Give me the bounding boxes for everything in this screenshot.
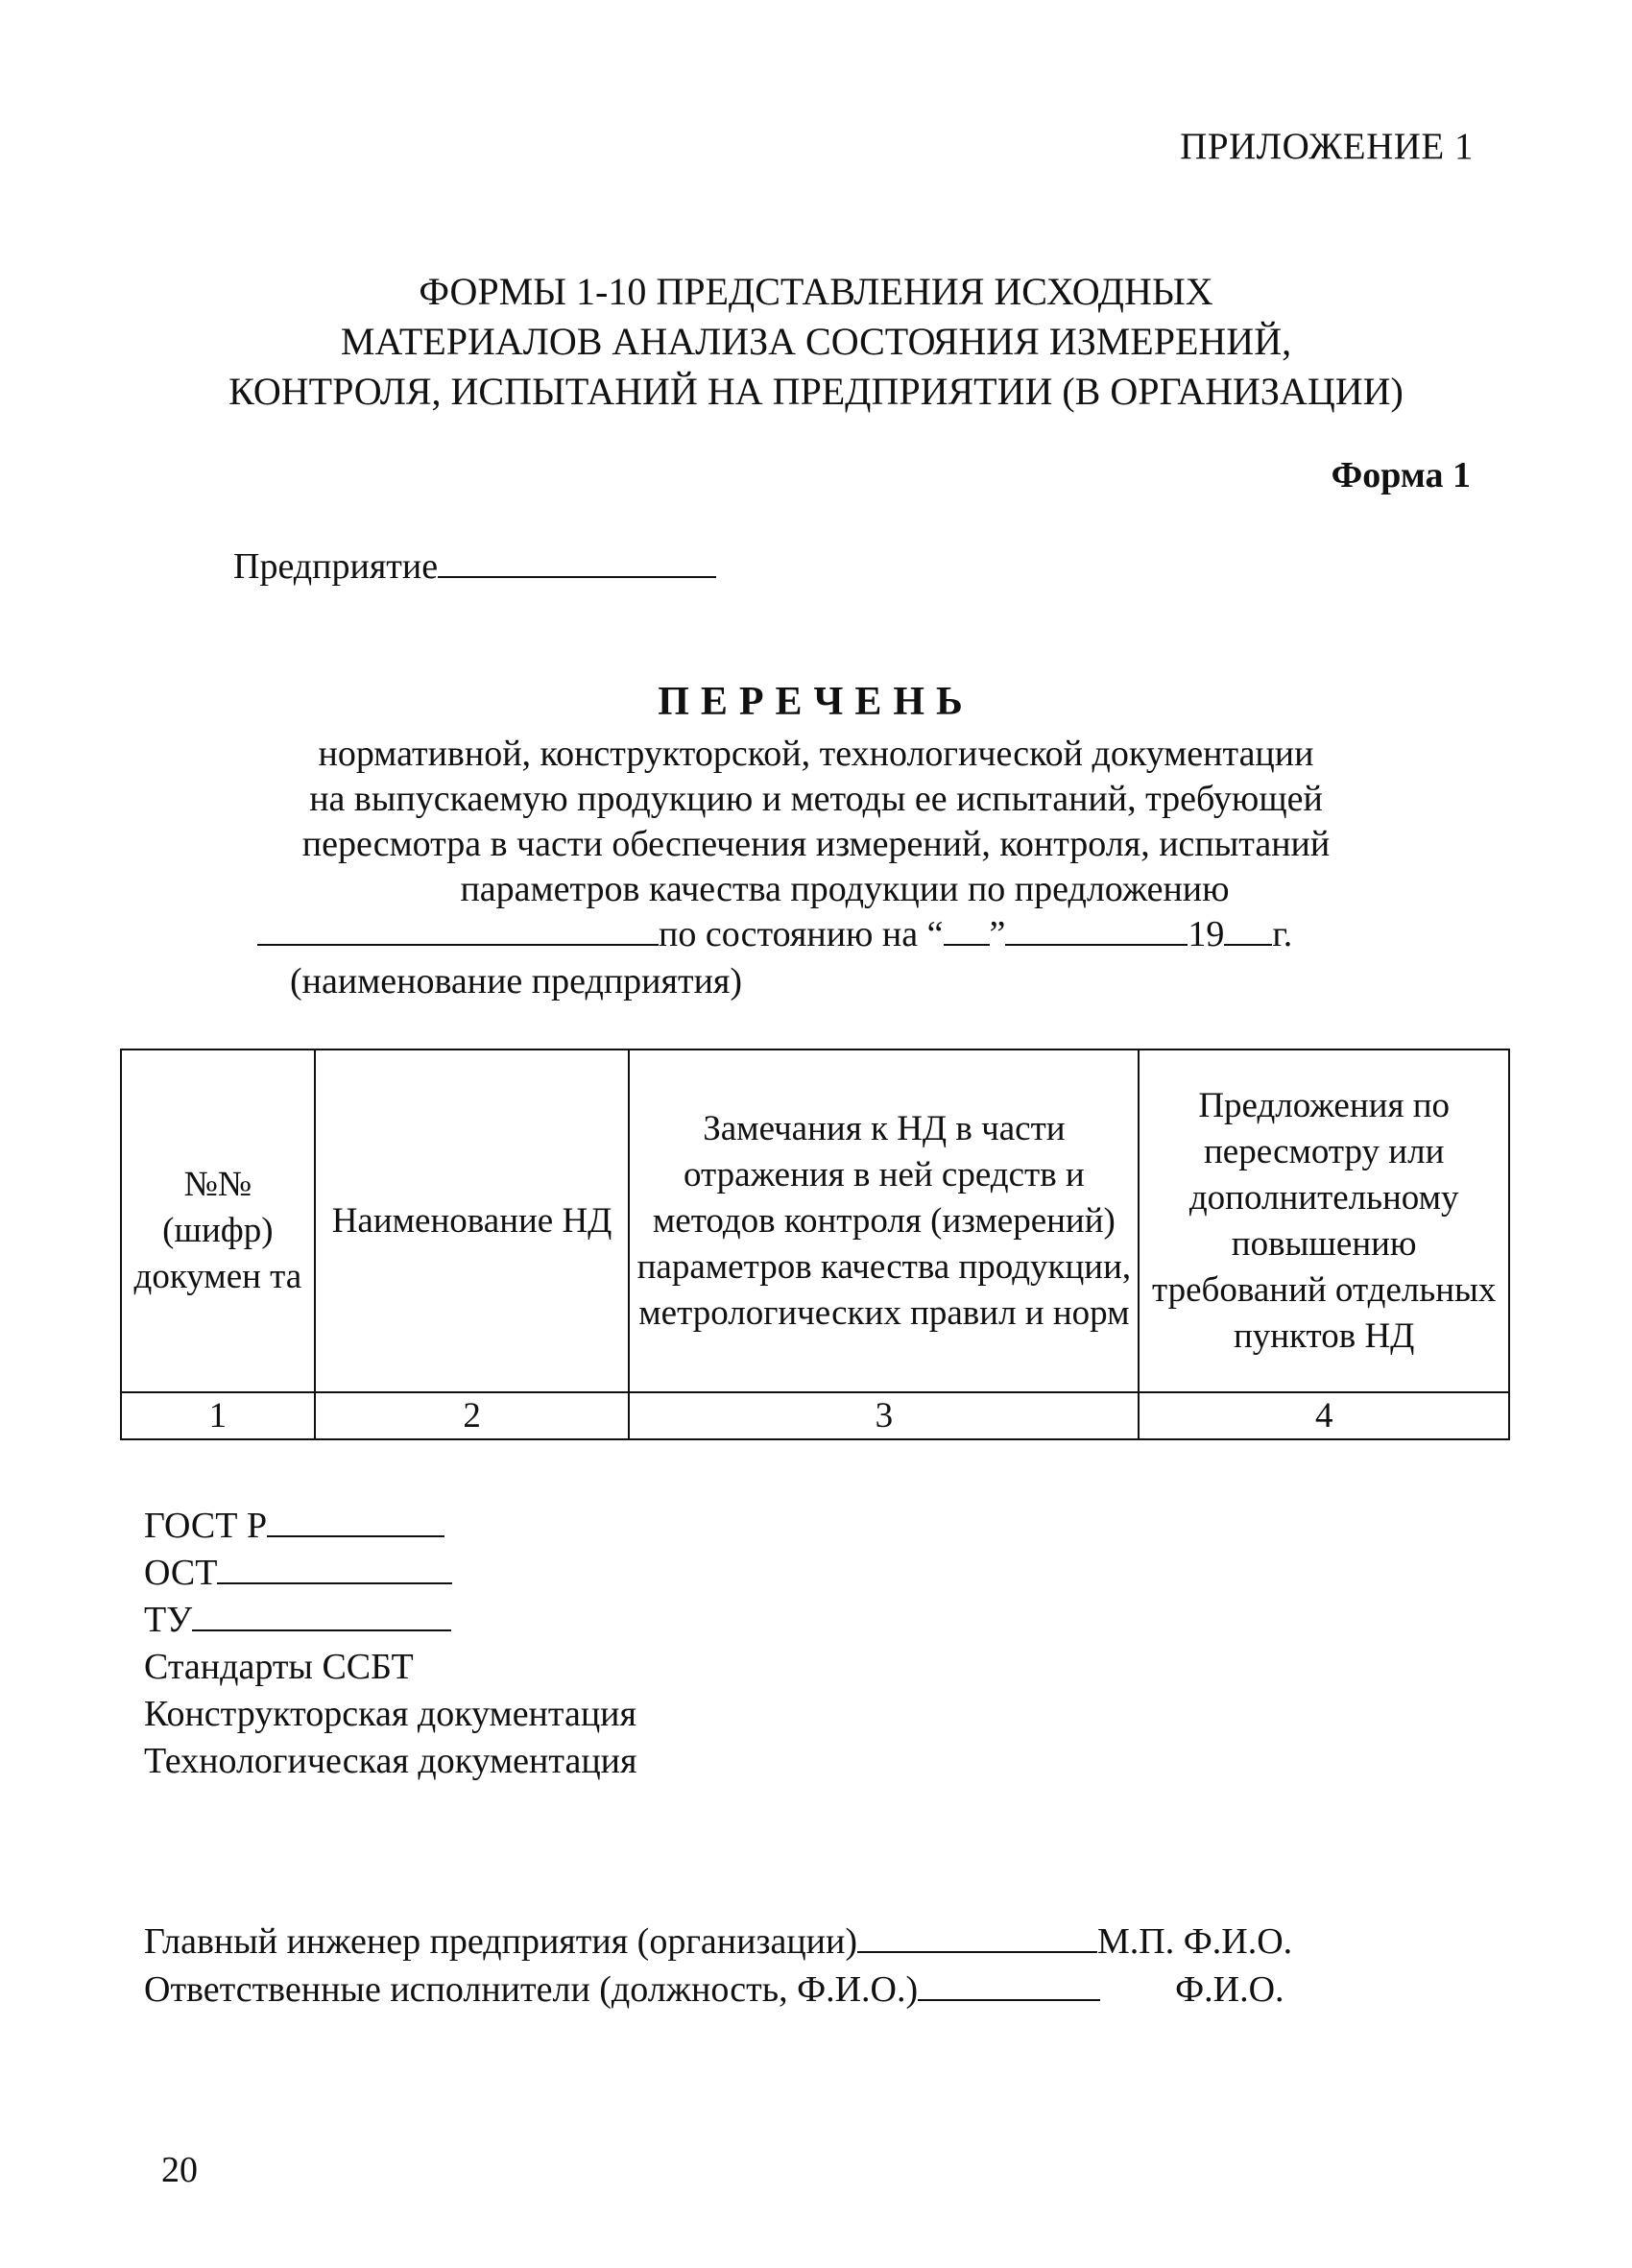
enterprise-field bbox=[233, 545, 716, 588]
year-prefix: 19 bbox=[1188, 914, 1225, 954]
list-item-gost bbox=[144, 1503, 636, 1550]
chief-engineer-label: Главный инженер предприятия (организации) bbox=[144, 1921, 858, 1962]
state-prefix: по состоянию на “ bbox=[659, 914, 944, 954]
document-type-list bbox=[144, 1503, 636, 1785]
title-line-3: КОНТРОЛЯ, ИСПЫТАНИЙ НА ПРЕДПРИЯТИИ (В ОРГАНИЗАЦИИ) bbox=[228, 370, 1404, 413]
document-title bbox=[0, 267, 1632, 417]
column-header-remarks: Замечания к НД в части отражения в ней средств и методов контроля (измерений) параметров качества продукции, метрологических правил и норм bbox=[629, 1050, 1139, 1392]
table-number-row bbox=[121, 1392, 1509, 1439]
responsible-blank[interactable] bbox=[918, 1998, 1100, 2001]
responsible-signature bbox=[144, 1968, 1284, 2011]
title-line-1: ФОРМЫ 1-10 ПРЕДСТАВЛЕНИЯ ИСХОДНЫХ bbox=[419, 270, 1213, 313]
page-number: 20 bbox=[161, 2150, 198, 2190]
month-blank[interactable] bbox=[1005, 943, 1188, 946]
tu-blank[interactable] bbox=[192, 1629, 451, 1631]
enterprise-label: Предприятие bbox=[233, 546, 439, 587]
day-blank[interactable] bbox=[944, 943, 990, 946]
enterprise-name-blank[interactable] bbox=[257, 943, 659, 946]
ost-label: ОСТ bbox=[144, 1553, 218, 1593]
subtitle-line-3: пересмотра в части обеспечения измерений, контроля, испытаний bbox=[301, 824, 1331, 864]
tu-label: ТУ bbox=[144, 1600, 193, 1640]
list-heading: ПЕРЕЧЕНЬ bbox=[658, 680, 974, 724]
column-header-proposals: Предложения по пересмотру или дополнительному повышению требований отдельных пунктов НД bbox=[1139, 1050, 1509, 1392]
responsible-label: Ответственные исполнители (должность, Ф.И.О.) bbox=[144, 1969, 919, 2010]
form-number: Форма 1 bbox=[1331, 455, 1471, 495]
fio-label: Ф.И.О. bbox=[1175, 1969, 1284, 2010]
subtitle-line-4: параметров качества продукции по предложению bbox=[460, 869, 1230, 909]
state-date-line bbox=[257, 913, 1292, 955]
list-item-ost bbox=[144, 1550, 636, 1597]
column-number-2: 2 bbox=[315, 1392, 630, 1439]
appendix-label: ПРИЛОЖЕНИЕ 1 bbox=[1180, 126, 1474, 167]
list-item-design: Конструкторская документация bbox=[144, 1694, 636, 1734]
gost-label: ГОСТ Р bbox=[144, 1506, 268, 1546]
subtitle-line-1: нормативной, конструкторской, технологической документации bbox=[318, 734, 1314, 774]
document-table bbox=[120, 1049, 1510, 1440]
enterprise-blank[interactable] bbox=[438, 575, 716, 578]
list-item-tu bbox=[144, 1597, 636, 1644]
list-item-tech: Технологическая документация bbox=[144, 1741, 637, 1781]
state-quote-close: ” bbox=[989, 914, 1006, 954]
year-blank[interactable] bbox=[1224, 943, 1272, 946]
enterprise-name-caption: (наименование предприятия) bbox=[290, 961, 743, 1001]
column-number-4: 4 bbox=[1139, 1392, 1509, 1439]
table-header-row bbox=[121, 1050, 1509, 1392]
ost-blank[interactable] bbox=[217, 1581, 452, 1584]
mp-fio-label: М.П. Ф.И.О. bbox=[1097, 1921, 1293, 1962]
subtitle-line-2: на выпускаемую продукцию и методы ее испытаний, требующей bbox=[309, 779, 1323, 819]
column-header-code: №№ (шифр) докумен та bbox=[121, 1050, 315, 1392]
list-item-ssbt: Стандарты ССБТ bbox=[144, 1647, 414, 1687]
gost-blank[interactable] bbox=[267, 1534, 444, 1537]
title-line-2: МАТЕРИАЛОВ АНАЛИЗА СОСТОЯНИЯ ИЗМЕРЕНИЙ, bbox=[340, 320, 1292, 363]
year-suffix: г. bbox=[1272, 914, 1293, 954]
list-subtitle bbox=[0, 732, 1632, 912]
chief-engineer-blank[interactable] bbox=[857, 1950, 1097, 1953]
chief-engineer-signature bbox=[144, 1920, 1292, 1963]
column-number-1: 1 bbox=[121, 1392, 315, 1439]
column-number-3: 3 bbox=[629, 1392, 1139, 1439]
column-header-name: Наименование НД bbox=[315, 1050, 630, 1392]
